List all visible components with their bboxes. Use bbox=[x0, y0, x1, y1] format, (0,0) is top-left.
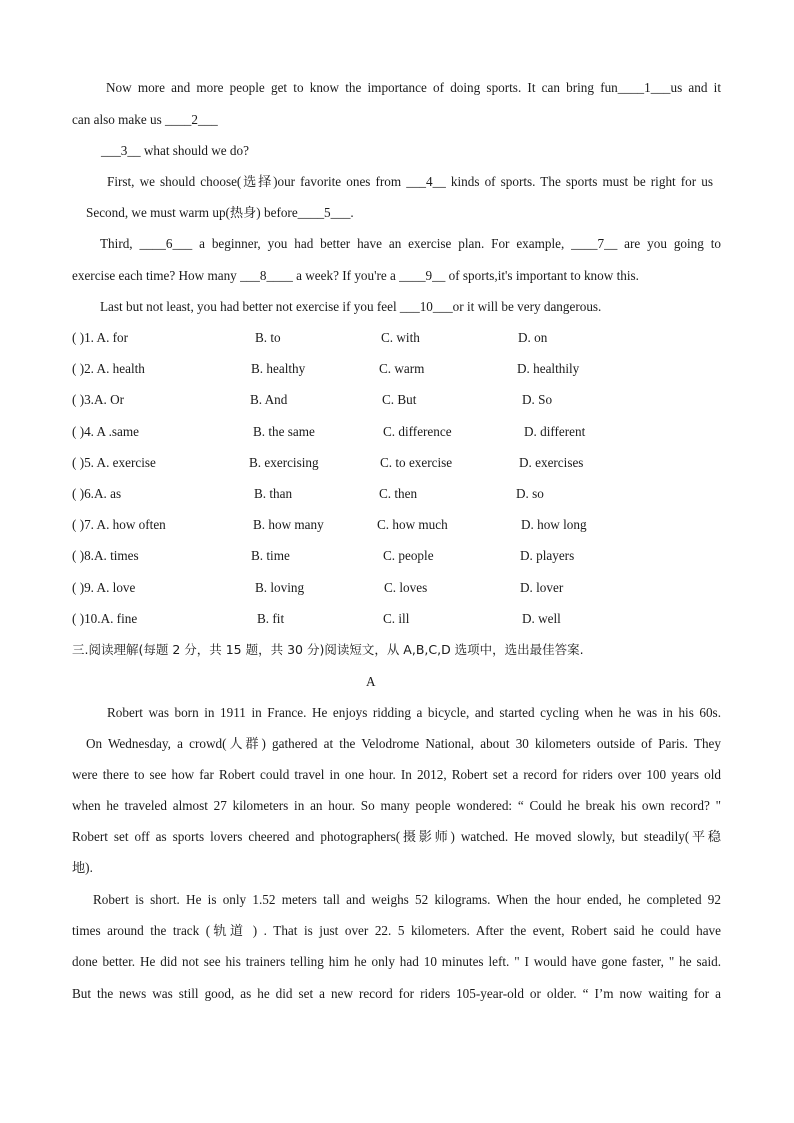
question-6-option-d: D. so bbox=[516, 486, 544, 501]
question-7-option-a: ( )7. A. how often bbox=[72, 517, 166, 532]
question-7-option-d: D. how long bbox=[521, 517, 587, 532]
cloze-paragraph-3: First, we should choose(选择)our favorite ones from ___4__ kinds of sports. The sports must be right for us bbox=[107, 174, 713, 189]
passage-line: 地). bbox=[72, 860, 93, 875]
passage-line: times around the track (轨道 ) . That is just over 22. 5 kilometers. After the event, Robert said he could have bbox=[72, 923, 721, 938]
question-2-option-b: B. healthy bbox=[251, 361, 306, 376]
question-9-option-b: B. loving bbox=[255, 580, 305, 595]
question-8-option-b: B. time bbox=[251, 548, 290, 563]
question-8-option-d: D. players bbox=[520, 548, 575, 563]
question-1-option-b: B. to bbox=[255, 330, 281, 345]
question-5-option-a: ( )5. A. exercise bbox=[72, 455, 156, 470]
question-1-option-a: ( )1. A. for bbox=[72, 330, 129, 345]
question-3-option-d: D. So bbox=[522, 392, 553, 407]
question-4-option-d: D. different bbox=[524, 424, 586, 439]
passage-label: A bbox=[366, 674, 376, 689]
question-8-option-a: ( )8.A. times bbox=[72, 548, 139, 563]
question-9-option-a: ( )9. A. love bbox=[72, 580, 136, 595]
question-10-option-a: ( )10.A. fine bbox=[72, 611, 138, 626]
question-5-option-d: D. exercises bbox=[519, 455, 584, 470]
question-2-option-a: ( )2. A. health bbox=[72, 361, 145, 376]
question-5-option-b: B. exercising bbox=[249, 455, 319, 470]
question-9-option-d: D. lover bbox=[520, 580, 564, 595]
question-2-option-d: D. healthily bbox=[517, 361, 580, 376]
passage-line: when he traveled almost 27 kilometers in an hour. So many people wondered: “ Could he break his own record? " bbox=[72, 798, 721, 813]
passage-line: were there to see how far Robert could travel in one hour. In 2012, Robert set a record for riders over 100 years old bbox=[72, 767, 721, 782]
question-8-option-c: C. people bbox=[383, 548, 434, 563]
question-6-option-b: B. than bbox=[254, 486, 293, 501]
question-6-option-a: ( )6.A. as bbox=[72, 486, 122, 501]
cloze-paragraph-5-line-1: Third, ____6___ a beginner, you had better have an exercise plan. For example, ____7__ are you going to bbox=[100, 236, 721, 251]
question-1-option-d: D. on bbox=[518, 330, 548, 345]
question-7-option-c: C. how much bbox=[377, 517, 448, 532]
cloze-paragraph-5-line-2: exercise each time? How many ___8____ a week? If you're a ____9__ of sports,it's important to know this. bbox=[72, 268, 639, 283]
passage-line: But the news was still good, as he did set a new record for riders 105-year-old or older. “ I’m now waiting for a bbox=[72, 986, 721, 1001]
question-4-option-c: C. difference bbox=[383, 424, 452, 439]
passage-line: Robert was born in 1911 in France. He enjoys ridding a bicycle, and started cycling when he was in his 60s. bbox=[107, 705, 721, 720]
question-4-option-a: ( )4. A .same bbox=[72, 424, 140, 439]
cloze-paragraph-1-line-1: Now more and more people get to know the importance of doing sports. It can bring fun____1___us and it bbox=[106, 80, 721, 95]
passage-line: Robert set off as sports lovers cheered and photographers(摄影师) watched. He moved slowly, but steadily(平稳 bbox=[72, 829, 721, 844]
passage-line: Robert is short. He is only 1.52 meters tall and weighs 52 kilograms. When the hour ended, he completed 92 bbox=[93, 892, 721, 907]
question-3-option-c: C. But bbox=[382, 392, 417, 407]
question-5-option-c: C. to exercise bbox=[380, 455, 453, 470]
question-10-option-b: B. fit bbox=[257, 611, 285, 626]
question-1-option-c: C. with bbox=[381, 330, 420, 345]
question-2-option-c: C. warm bbox=[379, 361, 425, 376]
question-7-option-b: B. how many bbox=[253, 517, 324, 532]
passage-line: done better. He did not see his trainers telling him he only had 10 minutes left. " I would have gone faster, " he said. bbox=[72, 954, 721, 969]
section-heading: 三.阅读理解(每题 2 分，共 15 题，共 30 分)阅读短文，从 A,B,C,D 选项中，选出最佳答案. bbox=[72, 642, 584, 657]
cloze-paragraph-4: Second, we must warm up(热身) before____5___. bbox=[86, 205, 354, 220]
question-4-option-b: B. the same bbox=[253, 424, 315, 439]
question-6-option-c: C. then bbox=[379, 486, 418, 501]
passage-line: On Wednesday, a crowd(人群) gathered at the Velodrome National, about 30 kilometers outside of Paris. They bbox=[86, 736, 721, 751]
cloze-paragraph-2: ___3__ what should we do? bbox=[101, 143, 249, 158]
question-10-option-d: D. well bbox=[522, 611, 561, 626]
question-3-option-a: ( )3.A. Or bbox=[72, 392, 125, 407]
question-3-option-b: B. And bbox=[250, 392, 288, 407]
question-9-option-c: C. loves bbox=[384, 580, 428, 595]
cloze-paragraph-6: Last but not least, you had better not exercise if you feel ___10___or it will be very dangerous. bbox=[100, 299, 602, 314]
cloze-paragraph-1-line-2: can also make us ____2___ bbox=[72, 112, 218, 127]
question-10-option-c: C. ill bbox=[383, 611, 410, 626]
